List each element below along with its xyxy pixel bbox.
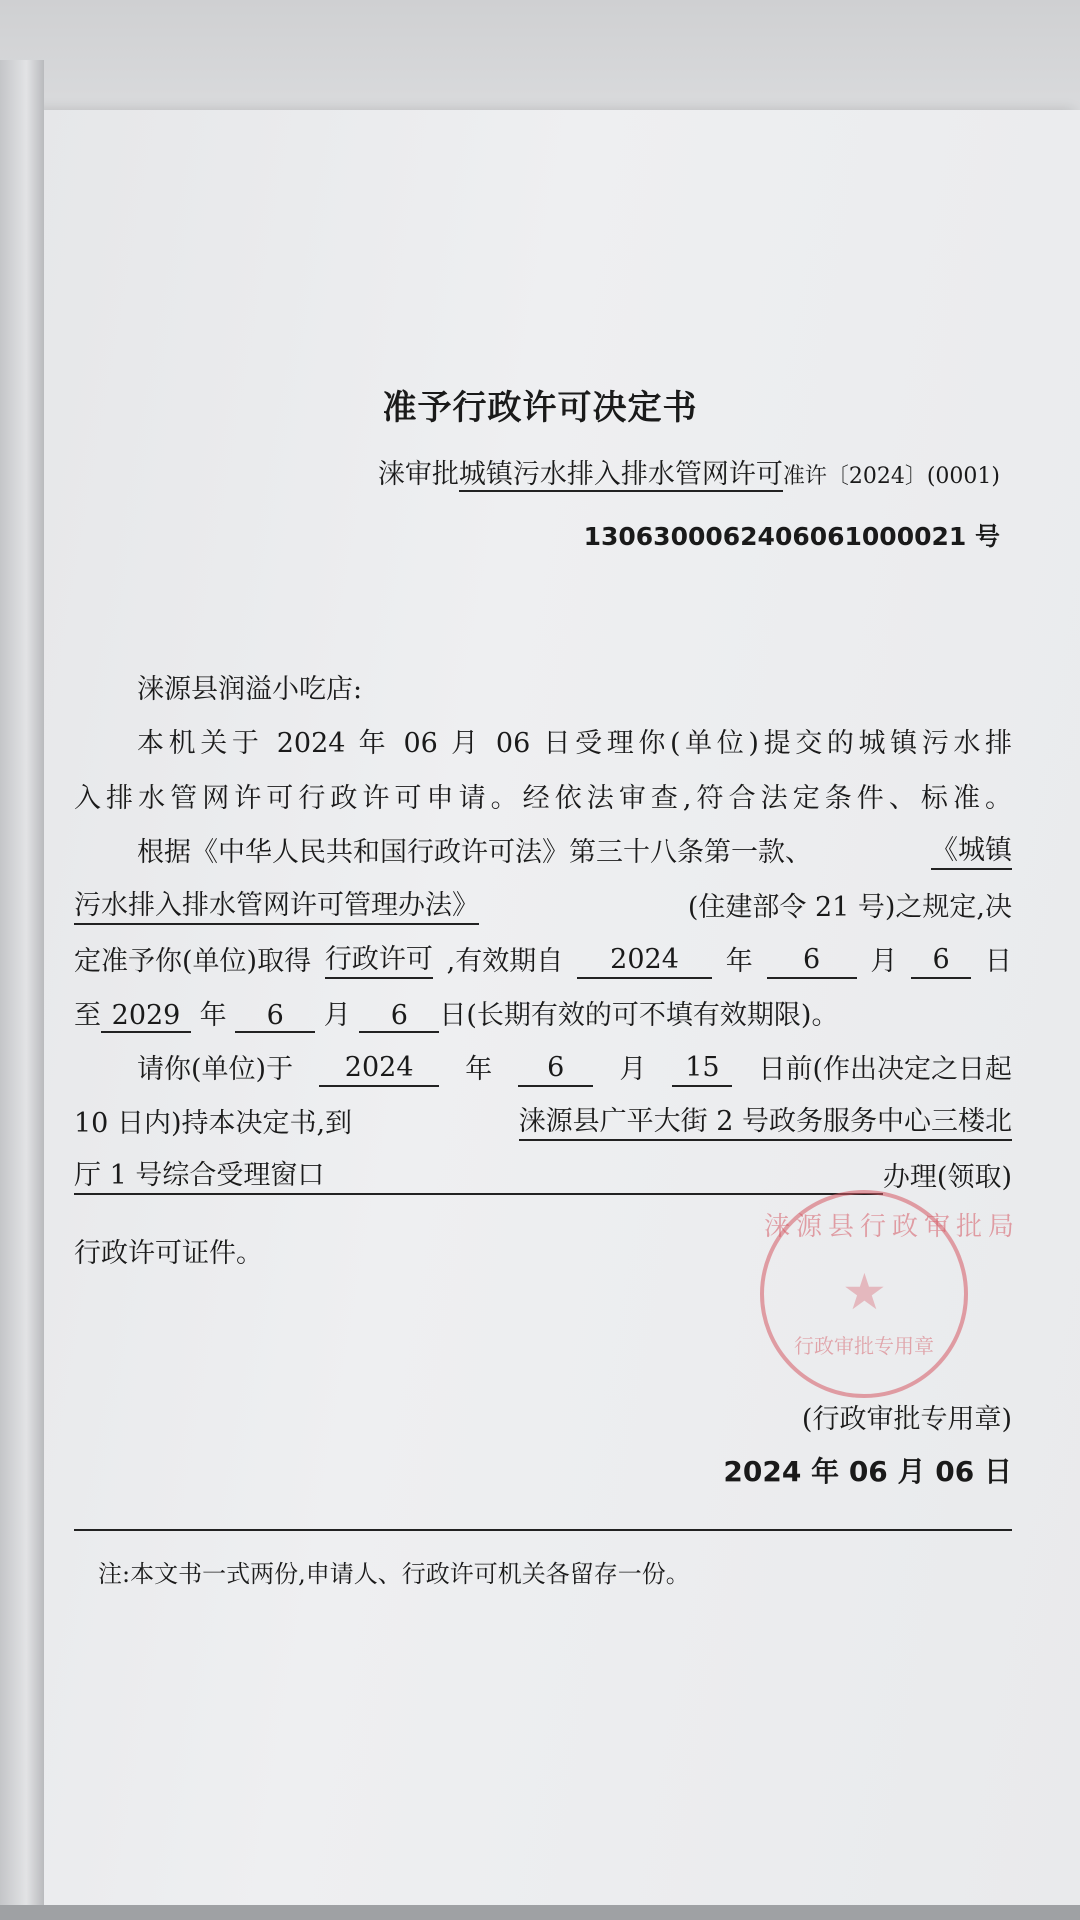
para2-line3: [74, 945, 1012, 979]
doc-category: 城镇污水排入排水管网许可: [458, 459, 783, 490]
end-year: 2029: [101, 1001, 191, 1033]
start-month: 6: [767, 945, 857, 979]
text: 至: [74, 1000, 101, 1031]
issue-date: 2024 年 06 月 06 日: [723, 1455, 1012, 1488]
text: 10 日内)持本决定书,到: [74, 1108, 353, 1139]
seal-top-text: 涞源县行政审批局: [764, 1212, 1021, 1242]
text: 年: [465, 1054, 493, 1085]
text: ,有效期自: [446, 946, 564, 977]
pickup-location-cont: 厅 1 号综合受理窗口: [74, 1161, 883, 1195]
law-title-start: 《城镇: [931, 836, 1012, 870]
seal-label: (行政审批专用章): [801, 1404, 1012, 1435]
text: 日(长期有效的可不填有效期限)。: [439, 1000, 839, 1031]
text: 日: [984, 946, 1012, 977]
text: 日前(作出决定之日起: [758, 1054, 1012, 1085]
text: 办理(领取): [882, 1162, 1012, 1193]
start-year: 2024: [577, 945, 712, 979]
pickup-location: 涞源县广平大街 2 号政务服务中心三楼北: [519, 1107, 1012, 1141]
end-month: 6: [235, 1001, 315, 1033]
divider: [74, 1529, 1012, 1531]
para1-line2: 入排水管网许可行政许可申请。经依法审查,符合法定条件、标准。: [74, 783, 1012, 814]
para2-line1: [137, 836, 1012, 870]
text: 请你(单位)于: [137, 1054, 294, 1085]
para3-line1: [137, 1053, 1012, 1087]
page-bottom-edge: [0, 1905, 1080, 1920]
deadline-year: 2024: [319, 1053, 439, 1087]
text: 月: [323, 1000, 351, 1031]
text: 月: [619, 1054, 647, 1085]
end-day: 6: [359, 1001, 439, 1033]
para1-line1: 本机关于 2024 年 06 月 06 日受理你(单位)提交的城镇污水排: [137, 728, 1012, 759]
para2-line4: [74, 999, 838, 1033]
deadline-day: 15: [672, 1053, 732, 1087]
start-day: 6: [911, 945, 971, 979]
doc-prefix: 涞审批: [377, 459, 459, 490]
para3-line2: [74, 1107, 1012, 1141]
seal-bottom-text: 行政审批专用章: [794, 1334, 934, 1358]
document-number: [378, 458, 1000, 494]
text: 年: [725, 946, 753, 977]
doc-suffix: 准许〔2024〕(0001): [782, 464, 1000, 489]
para3-line4: 行政许可证件。: [74, 1238, 263, 1269]
official-seal: [760, 1190, 1021, 1398]
text: 根据《中华人民共和国行政许可法》第三十八条第一款、: [137, 837, 812, 868]
document-title: 准予行政许可决定书: [382, 388, 698, 428]
text: 月: [870, 946, 898, 977]
text: 定准予你(单位)取得: [74, 946, 312, 977]
star-icon: ★: [842, 1263, 887, 1321]
text: (住建部令 21 号)之规定,决: [687, 892, 1012, 923]
page-curl: [0, 60, 44, 1920]
law-title-end: 污水排入排水管网许可管理办法》: [74, 891, 479, 925]
text: 年: [199, 1000, 227, 1031]
addressee: 涞源县润溢小吃店:: [137, 674, 363, 705]
document-serial: 13063000624060610000​21 号: [583, 522, 1000, 551]
deadline-month: 6: [518, 1053, 593, 1087]
para2-line2: [74, 891, 1012, 925]
footnote: 注:本文书一式两份,申请人、行政许可机关各留存一份。: [98, 1560, 690, 1588]
permit-type: 行政许可: [325, 945, 433, 979]
